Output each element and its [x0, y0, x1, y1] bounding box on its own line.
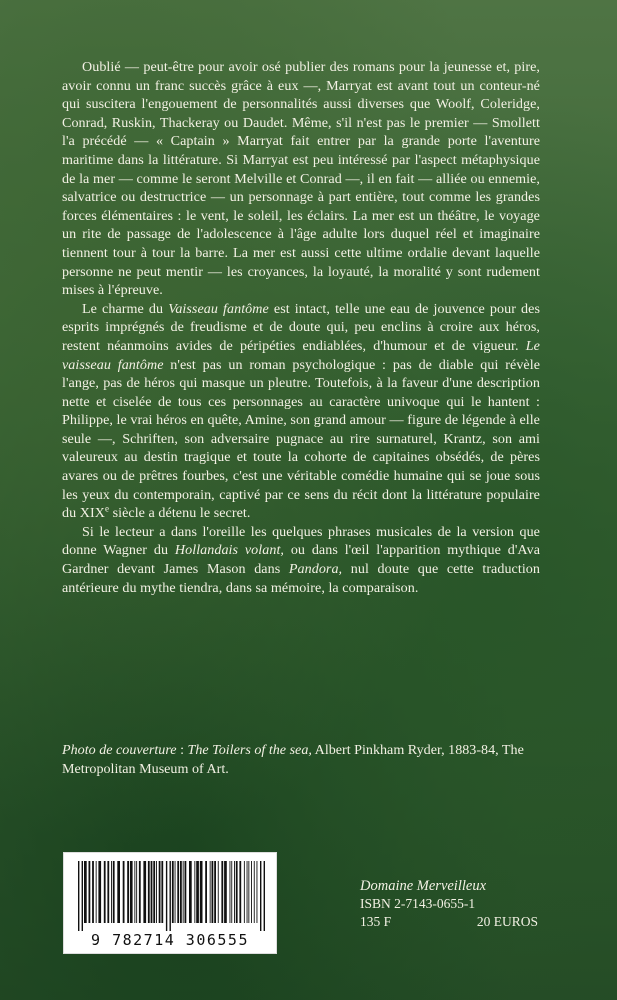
barcode-bar	[236, 861, 238, 923]
barcode-bar	[104, 861, 106, 923]
barcode-bar	[185, 861, 187, 923]
isbn-number: ISBN 2-7143-0655-1	[360, 896, 476, 911]
barcode-bar	[92, 861, 94, 923]
barcode-bar	[254, 861, 255, 923]
credit-artwork-details: Albert Pinkham Ryder, 1883-84, The Metropolitan Museum of Art.	[62, 742, 524, 777]
text-run: Le charme du	[82, 300, 169, 317]
price-row	[360, 913, 538, 931]
barcode-bar	[214, 861, 216, 923]
italic-title: Pandora,	[288, 561, 343, 578]
barcode-bar	[239, 861, 241, 923]
barcode-guard-bar	[260, 861, 261, 931]
barcode-bar	[139, 861, 141, 923]
text-run: ou dans l'œil l'apparition mythique d'Ava Gardner devant James Mason dans	[62, 542, 541, 578]
barcode-bar	[96, 861, 97, 923]
barcode-guard-bar	[166, 861, 167, 931]
barcode-bar	[130, 861, 133, 923]
italic-title: Vaisseau fantôme	[168, 300, 269, 317]
text-run: nul doute que cette traduction antérieure du mythe tiendra, dans sa mémoire, la comparaison.	[62, 561, 540, 596]
barcode-guard-bar	[170, 861, 171, 931]
barcode-bar	[257, 861, 258, 923]
text-run: est intact, telle une eau de jouvence pour des esprits imprégnés de freudisme et de doute qui, peu enclins à croire aux héros, restent néanmoins avides de péripéties endiablées, d'humour et de vigueur.	[62, 300, 540, 354]
blurb-paragraph	[62, 300, 540, 523]
barcode-bar	[159, 861, 161, 923]
publisher-info	[360, 877, 538, 931]
barcode-guard-bar	[82, 861, 83, 931]
barcode-bars	[64, 853, 276, 931]
barcode-bar	[189, 861, 192, 923]
barcode-bar	[194, 861, 195, 923]
italic-title: Hollandais volant,	[174, 542, 284, 559]
barcode-bar	[183, 861, 184, 923]
barcode-bar	[244, 861, 245, 923]
barcode-bar	[111, 861, 112, 923]
blurb-paragraph	[62, 523, 540, 597]
publisher-series-name: Domaine Merveilleux	[360, 878, 487, 894]
barcode-bar	[177, 861, 179, 923]
text-run: Oublié — peut-être pour avoir osé publier des romans pour la jeunesse et, pire, avoir connu un franc succès grâce à eux —, Marryat est avant tout un conteur-né qui suscitera l'engouement de personnalités aussi diverses que Woolf, Coleridge, Conrad, Ruskin, Thackeray ou Daudet. Même, s'il n'est pas le premier — Smollett l'a précédé — « Captain » Marryat fait entrer par la grande porte l'aventure maritime dans la littérature. Si Marryat est peu intéressé par l'aspect métaphysique de la mer — comme le seront Melville et Conrad —, il en fait — alliée ou ennemie, salvatrice ou destructrice — un personnage à part entière, tout comme les grandes forces élémentaires : le vent, le soleil, les éclairs. La mer est un théâtre, le voyage un rite de passage de l'adolescence à l'âge adulte lors duquel réel et imaginaire tiennent tour à tour la barre. La mer est aussi cette ultime ordalie devant laquelle personne ne peut mentir — les croyances, la loyauté, la moralité y sont rudement mises à l'épreuve.	[62, 59, 540, 299]
barcode-bar	[251, 861, 252, 923]
barcode-bar	[98, 861, 101, 923]
barcode-bar	[161, 861, 163, 923]
blurb-paragraph	[62, 58, 540, 300]
text-run: siècle a détenu le secret.	[109, 505, 251, 522]
italic-title: Le vaisseau fantôme	[62, 337, 540, 373]
barcode-guard-bar	[264, 861, 265, 931]
barcode-bar	[123, 861, 125, 923]
barcode-bar	[113, 861, 115, 923]
barcode-bar	[248, 861, 249, 923]
barcode-bar	[107, 861, 109, 923]
barcode-guard-bar	[78, 861, 79, 931]
barcode-bar	[234, 861, 235, 923]
barcode-bar	[231, 861, 232, 923]
back-cover-blurb	[62, 58, 540, 597]
barcode-bar	[153, 861, 155, 923]
price-euros: 20 EUROS	[476, 914, 538, 929]
barcode-bar	[156, 861, 157, 923]
barcode-bar	[212, 861, 214, 923]
barcode-bar	[89, 861, 91, 923]
barcode	[63, 852, 277, 954]
barcode-bar	[127, 861, 129, 923]
text-run: Si le lecteur a dans l'oreille les quelques phrases musicales de la version que donne Wagner du	[62, 523, 540, 559]
credit-artwork-title: The Toilers of the sea,	[187, 742, 312, 758]
barcode-bar	[196, 861, 199, 923]
barcode-bar	[200, 861, 203, 923]
text-run: e	[104, 503, 110, 514]
barcode-bar	[148, 861, 150, 923]
cover-photo-credit	[62, 741, 540, 778]
barcode-bar	[117, 861, 120, 923]
barcode-bar	[205, 861, 207, 923]
barcode-bar	[151, 861, 153, 923]
barcode-bar	[247, 861, 248, 923]
barcode-bar	[230, 861, 231, 923]
barcode-bar	[218, 861, 219, 923]
barcode-bar	[136, 861, 137, 923]
barcode-bar	[175, 861, 176, 923]
barcode-bar	[224, 861, 227, 923]
price-francs: 135 F	[360, 914, 392, 929]
credit-label: Photo de couverture	[62, 742, 177, 758]
barcode-number: 9 782714 306555	[91, 931, 249, 949]
barcode-bar	[210, 861, 211, 923]
text-run: n'est pas un roman psychologique : pas de diable qui révèle l'ange, pas de héros qui masque un pleutre. Toutefois, à la faveur d'une description nette et ciselée de tous ces personnages au caractère univoque qui le hantent : Philippe, le vrai héros en quête, Amine, son grand amour — figure de légende à elle seule —, Schriften, son adversaire pugnace au rire surnaturel, Krantz, son ami valeureux au destin tragique et toute la cohorte de capitaines obsédés, de pères avares ou de prêtres fourbes, c'est une véritable comédie humaine qui se joue sous les yeux du contemporain, captivé par ce sens du récit dont la littérature populaire du XIX	[62, 356, 540, 522]
barcode-bar	[172, 861, 174, 923]
credit-separator: :	[176, 742, 188, 758]
barcode-bar	[143, 861, 146, 923]
barcode-bar	[134, 861, 135, 923]
barcode-bar	[221, 861, 223, 923]
barcode-bar	[180, 861, 182, 923]
barcode-bar	[84, 861, 87, 923]
